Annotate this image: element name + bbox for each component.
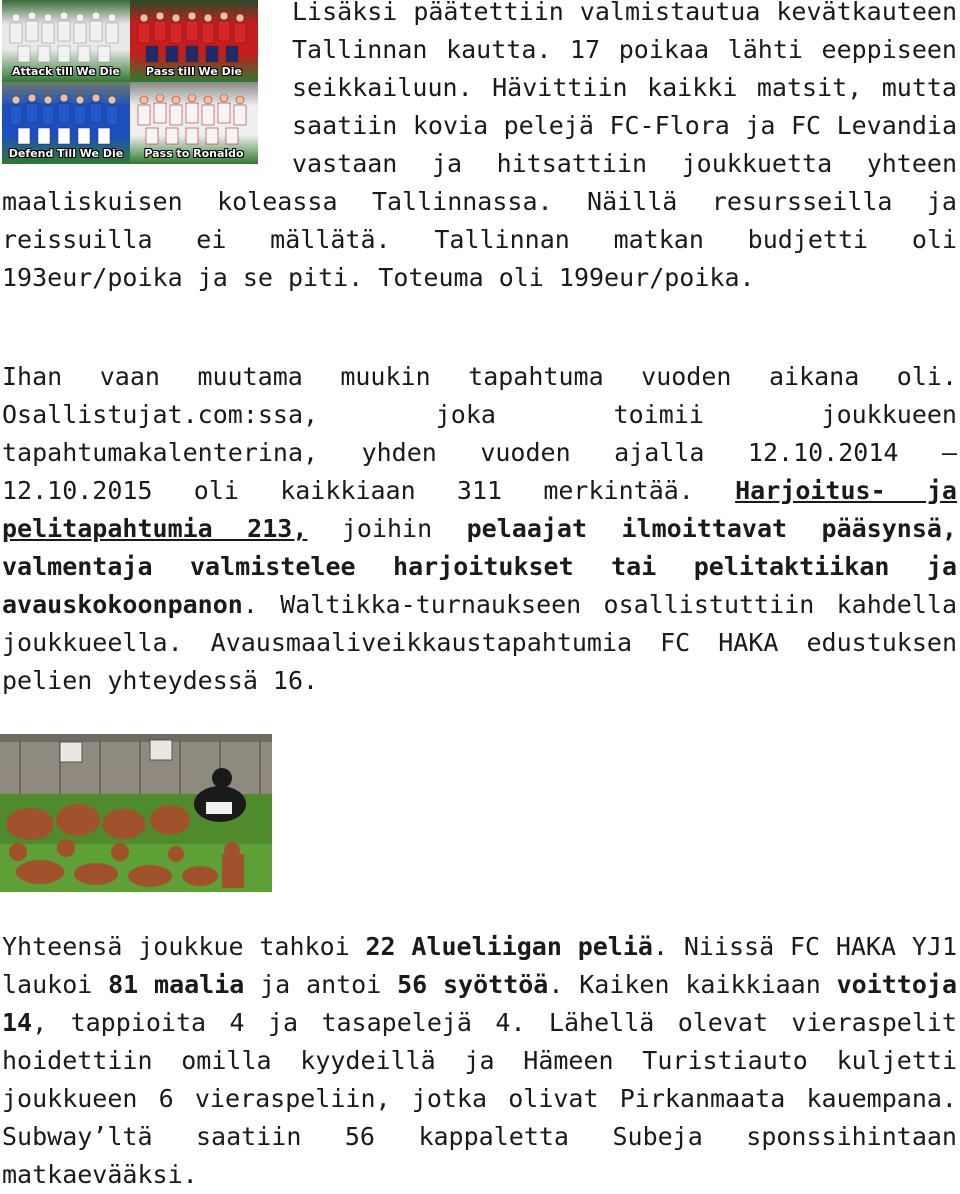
team-photo-white-red <box>130 82 258 164</box>
stats-text-3: ja antoi <box>244 970 398 999</box>
team-photo-white <box>2 0 130 82</box>
events-bold-text: pelaajat ilmoittavat pääsynsä, valmentaja valmistelee harjoitukset tai pelitaktiikan ja avauskokoonpanon <box>2 514 957 619</box>
stats-assists-count: 56 syöttöä <box>397 970 549 999</box>
paragraph-tallinn-text: Lisäksi päätettiin valmistautua kevätkauteen Tallinnan kautta. 17 poikaa lähti eeppiseen seikkailuun. Hävittiin kaikki matsit, mutta saatiin kovia pelejä FC-Flora ja FC Levandia vastaan ja hitsattiin joukkuetta yhteen maaliskuisen koleassa Tallinnassa. Näillä resursseilla ja reissuilla ei mällätä. Tallinnan matkan budjetti oli 193eur/poika ja se piti. Toteuma oli 199eur/poika. <box>2 0 957 292</box>
events-mid-text: joihin <box>307 514 467 543</box>
events-end-text: . Waltikka-turnaukseen osallistuttiin kahdella joukkueella. Avausmaaliveikkaustapahtumia FC HAKA edustuksen pelien yhteydessä 16. <box>2 590 957 695</box>
events-intro-text: Ihan vaan muutama muukin tapahtuma vuoden aikana oli. Osallistujat.com:ssa, joka toimii joukkueen tapahtumakalenterina, yhden vuoden ajalla 12.10.2014 – 12.10.2015 oli kaikkiaan 311 merkintää. <box>2 362 957 505</box>
stats-games-count: 22 Alueliigan peliä <box>365 932 653 961</box>
stats-text-1: Yhteensä joukkue tahkoi <box>2 932 366 961</box>
paragraph-season-stats <box>2 928 957 1194</box>
team-photo-red <box>130 0 258 82</box>
stats-text-5: , tappioita 4 ja tasapelejä 4. Lähellä olevat vieraspelit hoidettiin omilla kyydeillä ja Hämeen Turistiauto kuljetti joukkueen 6 vieraspeliin, jotka olivat Pirkanmaata kauempana. Subway’ltä saatiin 56 kappaletta Subeja sponssihintaan matkaevääksi. <box>2 1008 957 1189</box>
training-events-link[interactable]: Harjoitus- ja pelitapahtumia 213, <box>2 476 957 543</box>
collage-caption-1: Attack till We Die <box>12 65 120 78</box>
football-teams-collage-image <box>2 0 258 164</box>
stats-wins-count: voittoja 14 <box>2 970 958 1037</box>
stats-text-4: . Kaiken kaikkiaan <box>548 970 837 999</box>
stats-goals-count: 81 maalia <box>108 970 245 999</box>
collage-caption-2: Pass till We Die <box>146 65 242 78</box>
collage-caption-4: Pass to Ronaldo <box>144 147 244 160</box>
cows-photo <box>0 734 272 892</box>
stats-text-2: . Niissä FC HAKA YJ1 laukoi <box>2 932 957 999</box>
paragraph-events <box>2 358 957 700</box>
paragraph-tallinn-trip <box>2 0 957 297</box>
team-photo-blue <box>2 82 130 164</box>
collage-caption-3: Defend Till We Die <box>8 147 124 160</box>
